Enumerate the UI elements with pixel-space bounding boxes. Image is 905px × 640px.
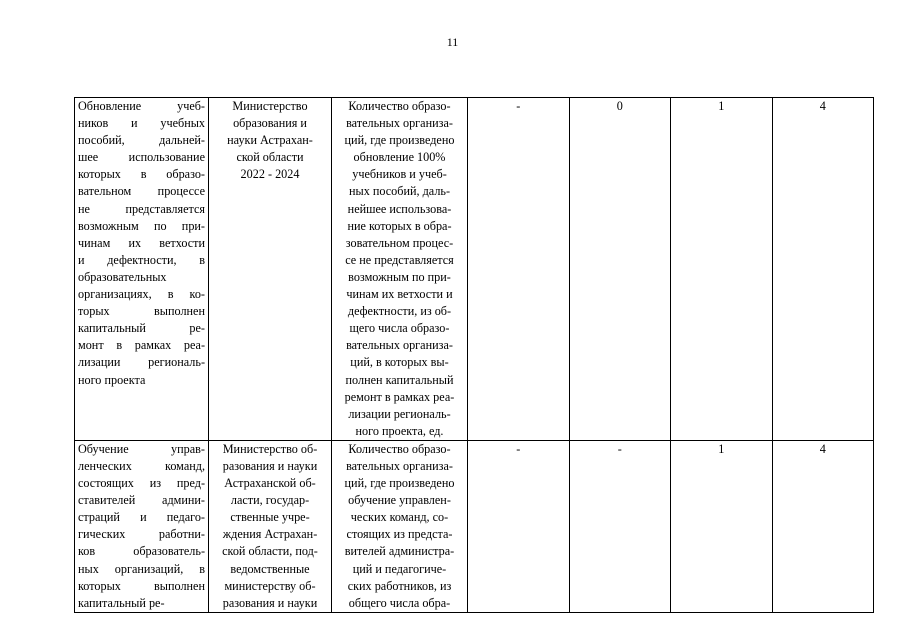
value-cell-2: - [569, 440, 671, 612]
text-line: Количество образо- [348, 441, 451, 456]
table-row [75, 98, 874, 441]
text-line: ленческих команд, [78, 458, 205, 473]
executor-cell [209, 440, 332, 612]
measure-cell [75, 98, 209, 441]
text-line: ние которых в обра- [347, 218, 452, 233]
text-line: которых в образо- [78, 167, 205, 182]
text-line: Астраханской об- [224, 476, 316, 491]
text-line: ской области, под- [222, 544, 318, 559]
text-line: вательных организа- [346, 338, 453, 353]
text-line: и дефектности, в [78, 252, 205, 267]
text-line: вательных организа- [346, 458, 453, 473]
executor-cell [209, 98, 332, 441]
text-line: возможным по при- [348, 269, 451, 284]
text-line: ных организаций, в [78, 561, 205, 576]
text-line: дефектности, из об- [347, 304, 452, 319]
text-line: министерству об- [224, 578, 316, 593]
text-line: ремонт в рамках реа- [344, 389, 455, 404]
text-line: ного проекта [78, 372, 146, 387]
text-line: обновление 100% [353, 150, 446, 165]
text-line: вательном процессе [78, 184, 205, 199]
text-line: ской области [236, 150, 304, 165]
text-line: состоящих из пред- [78, 476, 205, 491]
text-line: организациях, в ко- [78, 287, 205, 302]
text-line: ственные учре- [230, 510, 310, 525]
value-cell-4: 4 [772, 98, 874, 441]
text-line: лизации региональ- [348, 406, 451, 421]
text-line: возможным по при- [78, 218, 205, 233]
text-line: Количество образо- [348, 99, 451, 113]
text-line: ных пособий, даль- [348, 184, 451, 199]
measures-table [74, 97, 874, 613]
text-line: лизации региональ- [78, 355, 205, 370]
page-number: 11 [446, 35, 459, 49]
indicator-cell [332, 98, 468, 441]
value-cell-3: 1 [671, 440, 773, 612]
text-line: не представляется [78, 201, 205, 216]
value-cell-1: - [468, 98, 570, 441]
text-line: щего числа образо- [349, 321, 450, 336]
text-line: чинам их ветхости [78, 235, 205, 250]
text-line: Обучение управ- [78, 441, 205, 456]
text-line: ских работников, из [347, 578, 452, 593]
text-line: обучение управлен- [348, 493, 451, 508]
value-cell-3: 1 [671, 98, 773, 441]
text-line: ставителей админи- [78, 493, 205, 508]
text-line: ласти, государ- [230, 493, 310, 508]
text-line: учебников и учеб- [352, 167, 447, 182]
text-line: вителей администра- [344, 544, 455, 559]
text-line: ников и учебных [78, 116, 205, 131]
text-line: се не представляется [345, 252, 454, 267]
text-line: капитальный ре- [78, 595, 165, 610]
text-line: пособий, дальней- [78, 133, 205, 148]
indicator-cell [332, 440, 468, 612]
text-line: общего числа обра- [348, 595, 451, 610]
text-line: ведомственные [230, 561, 310, 576]
text-line: стоящих из предста- [346, 527, 453, 542]
text-line: капитальный ре- [78, 321, 205, 336]
text-line: ков образователь- [78, 544, 205, 559]
text-line: ций, где произведено [344, 133, 455, 148]
text-line: вательных организа- [346, 116, 453, 131]
measure-cell [75, 440, 209, 612]
text-line: Министерство [232, 99, 308, 113]
text-line: ций и педагогиче- [352, 561, 447, 576]
text-line: образования и [233, 116, 307, 131]
text-line: ций, где произведено [344, 476, 455, 491]
text-line: ческих команд, со- [350, 510, 449, 525]
value-cell-4: 4 [772, 440, 874, 612]
text-line: ций, в которых вы- [350, 355, 449, 370]
table-row [75, 440, 874, 612]
text-line: ного проекта, ед. [355, 423, 444, 438]
text-line: шее использование [78, 150, 205, 165]
text-line: страций и педаго- [78, 510, 205, 525]
text-line: ждения Астрахан- [222, 527, 318, 542]
text-line: гических работни- [78, 527, 205, 542]
value-cell-2: 0 [569, 98, 671, 441]
text-line: нейшее использова- [347, 201, 452, 216]
text-line: чинам их ветхости и [346, 287, 453, 302]
value-cell-1: - [468, 440, 570, 612]
text-line: торых выполнен [78, 304, 205, 319]
text-line: Обновление учеб- [78, 99, 205, 113]
text-line: полнен капитальный [345, 372, 454, 387]
table-body [75, 98, 874, 613]
text-line: разования и науки [222, 458, 318, 473]
text-line: монт в рамках реа- [78, 338, 205, 353]
text-line: Министерство об- [222, 441, 318, 456]
text-line: разования и науки [222, 595, 318, 610]
text-line: зовательном процес- [345, 235, 454, 250]
text-line: 2022 - 2024 [240, 167, 300, 182]
text-line: образовательных [78, 269, 167, 284]
text-line: которых выполнен [78, 578, 205, 593]
text-line: науки Астрахан- [227, 133, 313, 148]
